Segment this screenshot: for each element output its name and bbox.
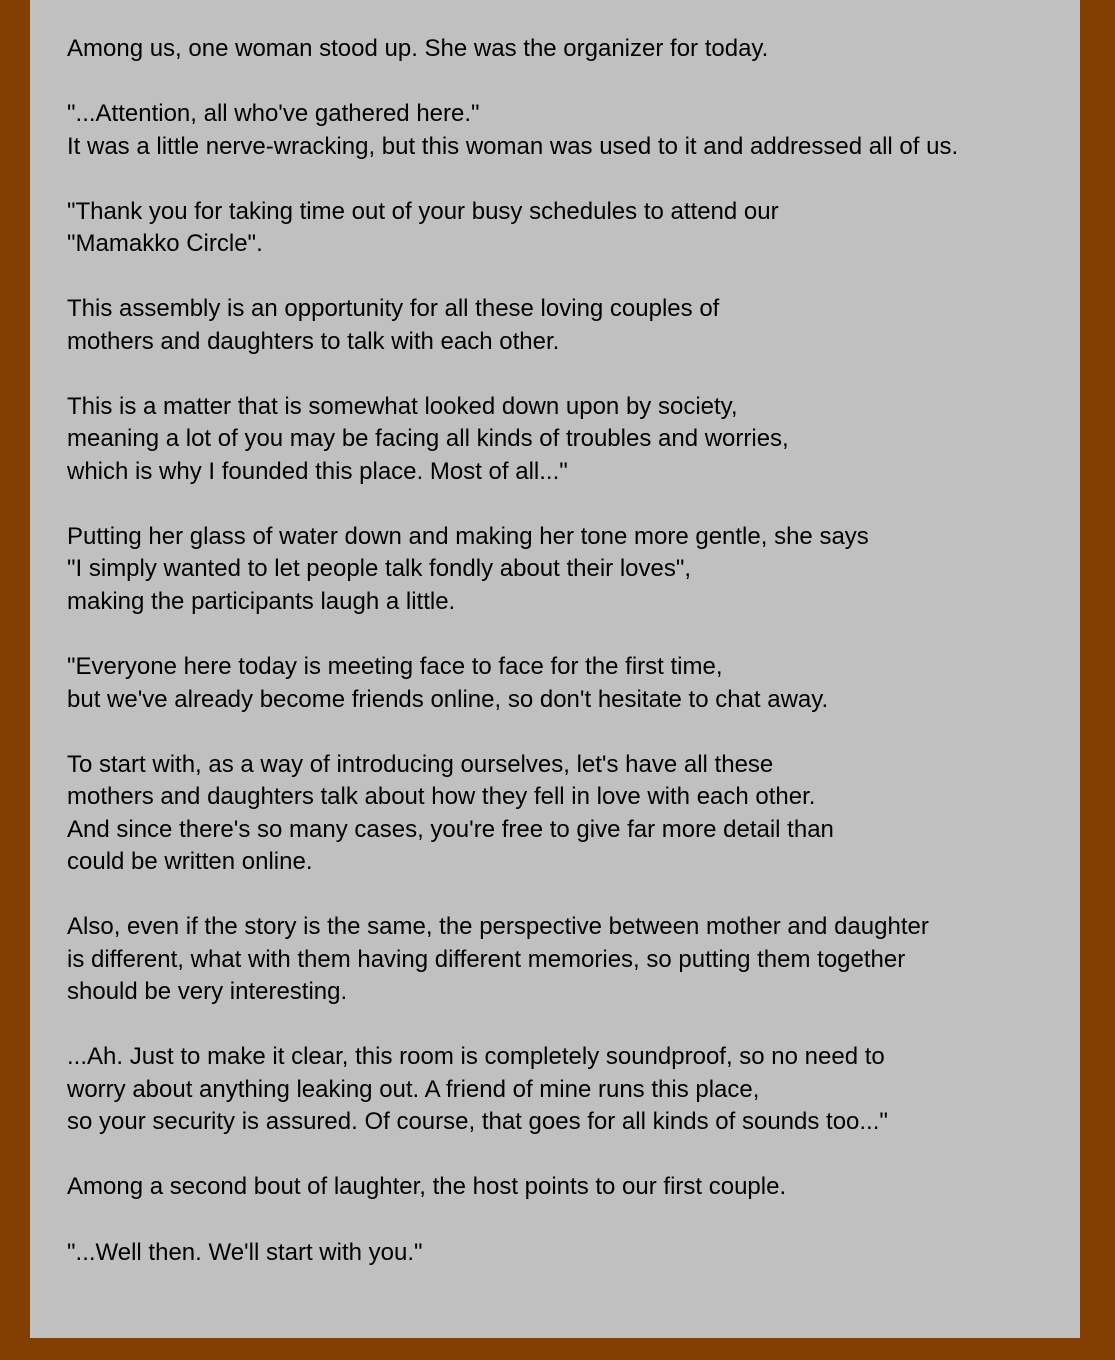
paragraph <box>67 911 1080 1009</box>
text-line: which is why I founded this place. Most of all..." <box>67 457 568 485</box>
text-line: "...Attention, all who've gathered here." <box>67 100 480 128</box>
text-line: To start with, as a way of introducing ourselves, let's have all these <box>67 750 774 778</box>
text-line: ...Ah. Just to make it clear, this room is completely soundproof, so no need to <box>67 1043 885 1071</box>
paragraph <box>67 521 1080 619</box>
paragraph <box>67 196 1080 261</box>
paragraph <box>67 33 1080 66</box>
text-line: "...Well then. We'll start with you." <box>67 1238 423 1266</box>
paragraph <box>67 391 1080 489</box>
text-line: "Everyone here today is meeting face to face for the first time, <box>67 653 723 681</box>
text-line: Putting her glass of water down and making her tone more gentle, she says <box>67 522 869 550</box>
text-line: This is a matter that is somewhat looked down upon by society, <box>67 392 738 420</box>
text-line: mothers and daughters to talk with each other. <box>67 327 560 355</box>
text-line: is different, what with them having different memories, so putting them together <box>67 945 906 973</box>
text-line: Among us, one woman stood up. She was the organizer for today. <box>67 35 769 62</box>
paragraph <box>67 651 1080 716</box>
paragraph <box>67 1041 1080 1139</box>
paragraph <box>67 98 1080 163</box>
text-line: "Mamakko Circle". <box>67 230 263 258</box>
text-line: Also, even if the story is the same, the perspective between mother and daughter <box>67 913 929 941</box>
text-line: And since there's so many cases, you're free to give far more detail than <box>67 815 834 843</box>
text-panel <box>30 0 1080 1338</box>
text-line: It was a little nerve-wracking, but this woman was used to it and addressed all of us. <box>67 132 959 160</box>
paragraph <box>67 293 1080 358</box>
text-line: could be written online. <box>67 848 313 876</box>
text-line: but we've already become friends online, so don't hesitate to chat away. <box>67 685 829 713</box>
text-line: Among a second bout of laughter, the host points to our first couple. <box>67 1173 787 1201</box>
text-line: meaning a lot of you may be facing all kinds of troubles and worries, <box>67 425 789 453</box>
paragraph <box>67 1171 1080 1204</box>
text-line: should be very interesting. <box>67 978 348 1006</box>
text-line: "I simply wanted to let people talk fondly about their loves", <box>67 555 692 583</box>
text-line: "Thank you for taking time out of your busy schedules to attend our <box>67 197 779 225</box>
text-line: so your security is assured. Of course, that goes for all kinds of sounds too..." <box>67 1108 888 1136</box>
paragraph <box>67 749 1080 879</box>
text-line: worry about anything leaking out. A friend of mine runs this place, <box>67 1075 760 1103</box>
text-line: making the participants laugh a little. <box>67 587 456 615</box>
paragraph <box>67 1237 1080 1270</box>
text-line: This assembly is an opportunity for all these loving couples of <box>67 295 720 323</box>
text-line: mothers and daughters talk about how they fell in love with each other. <box>67 783 816 811</box>
